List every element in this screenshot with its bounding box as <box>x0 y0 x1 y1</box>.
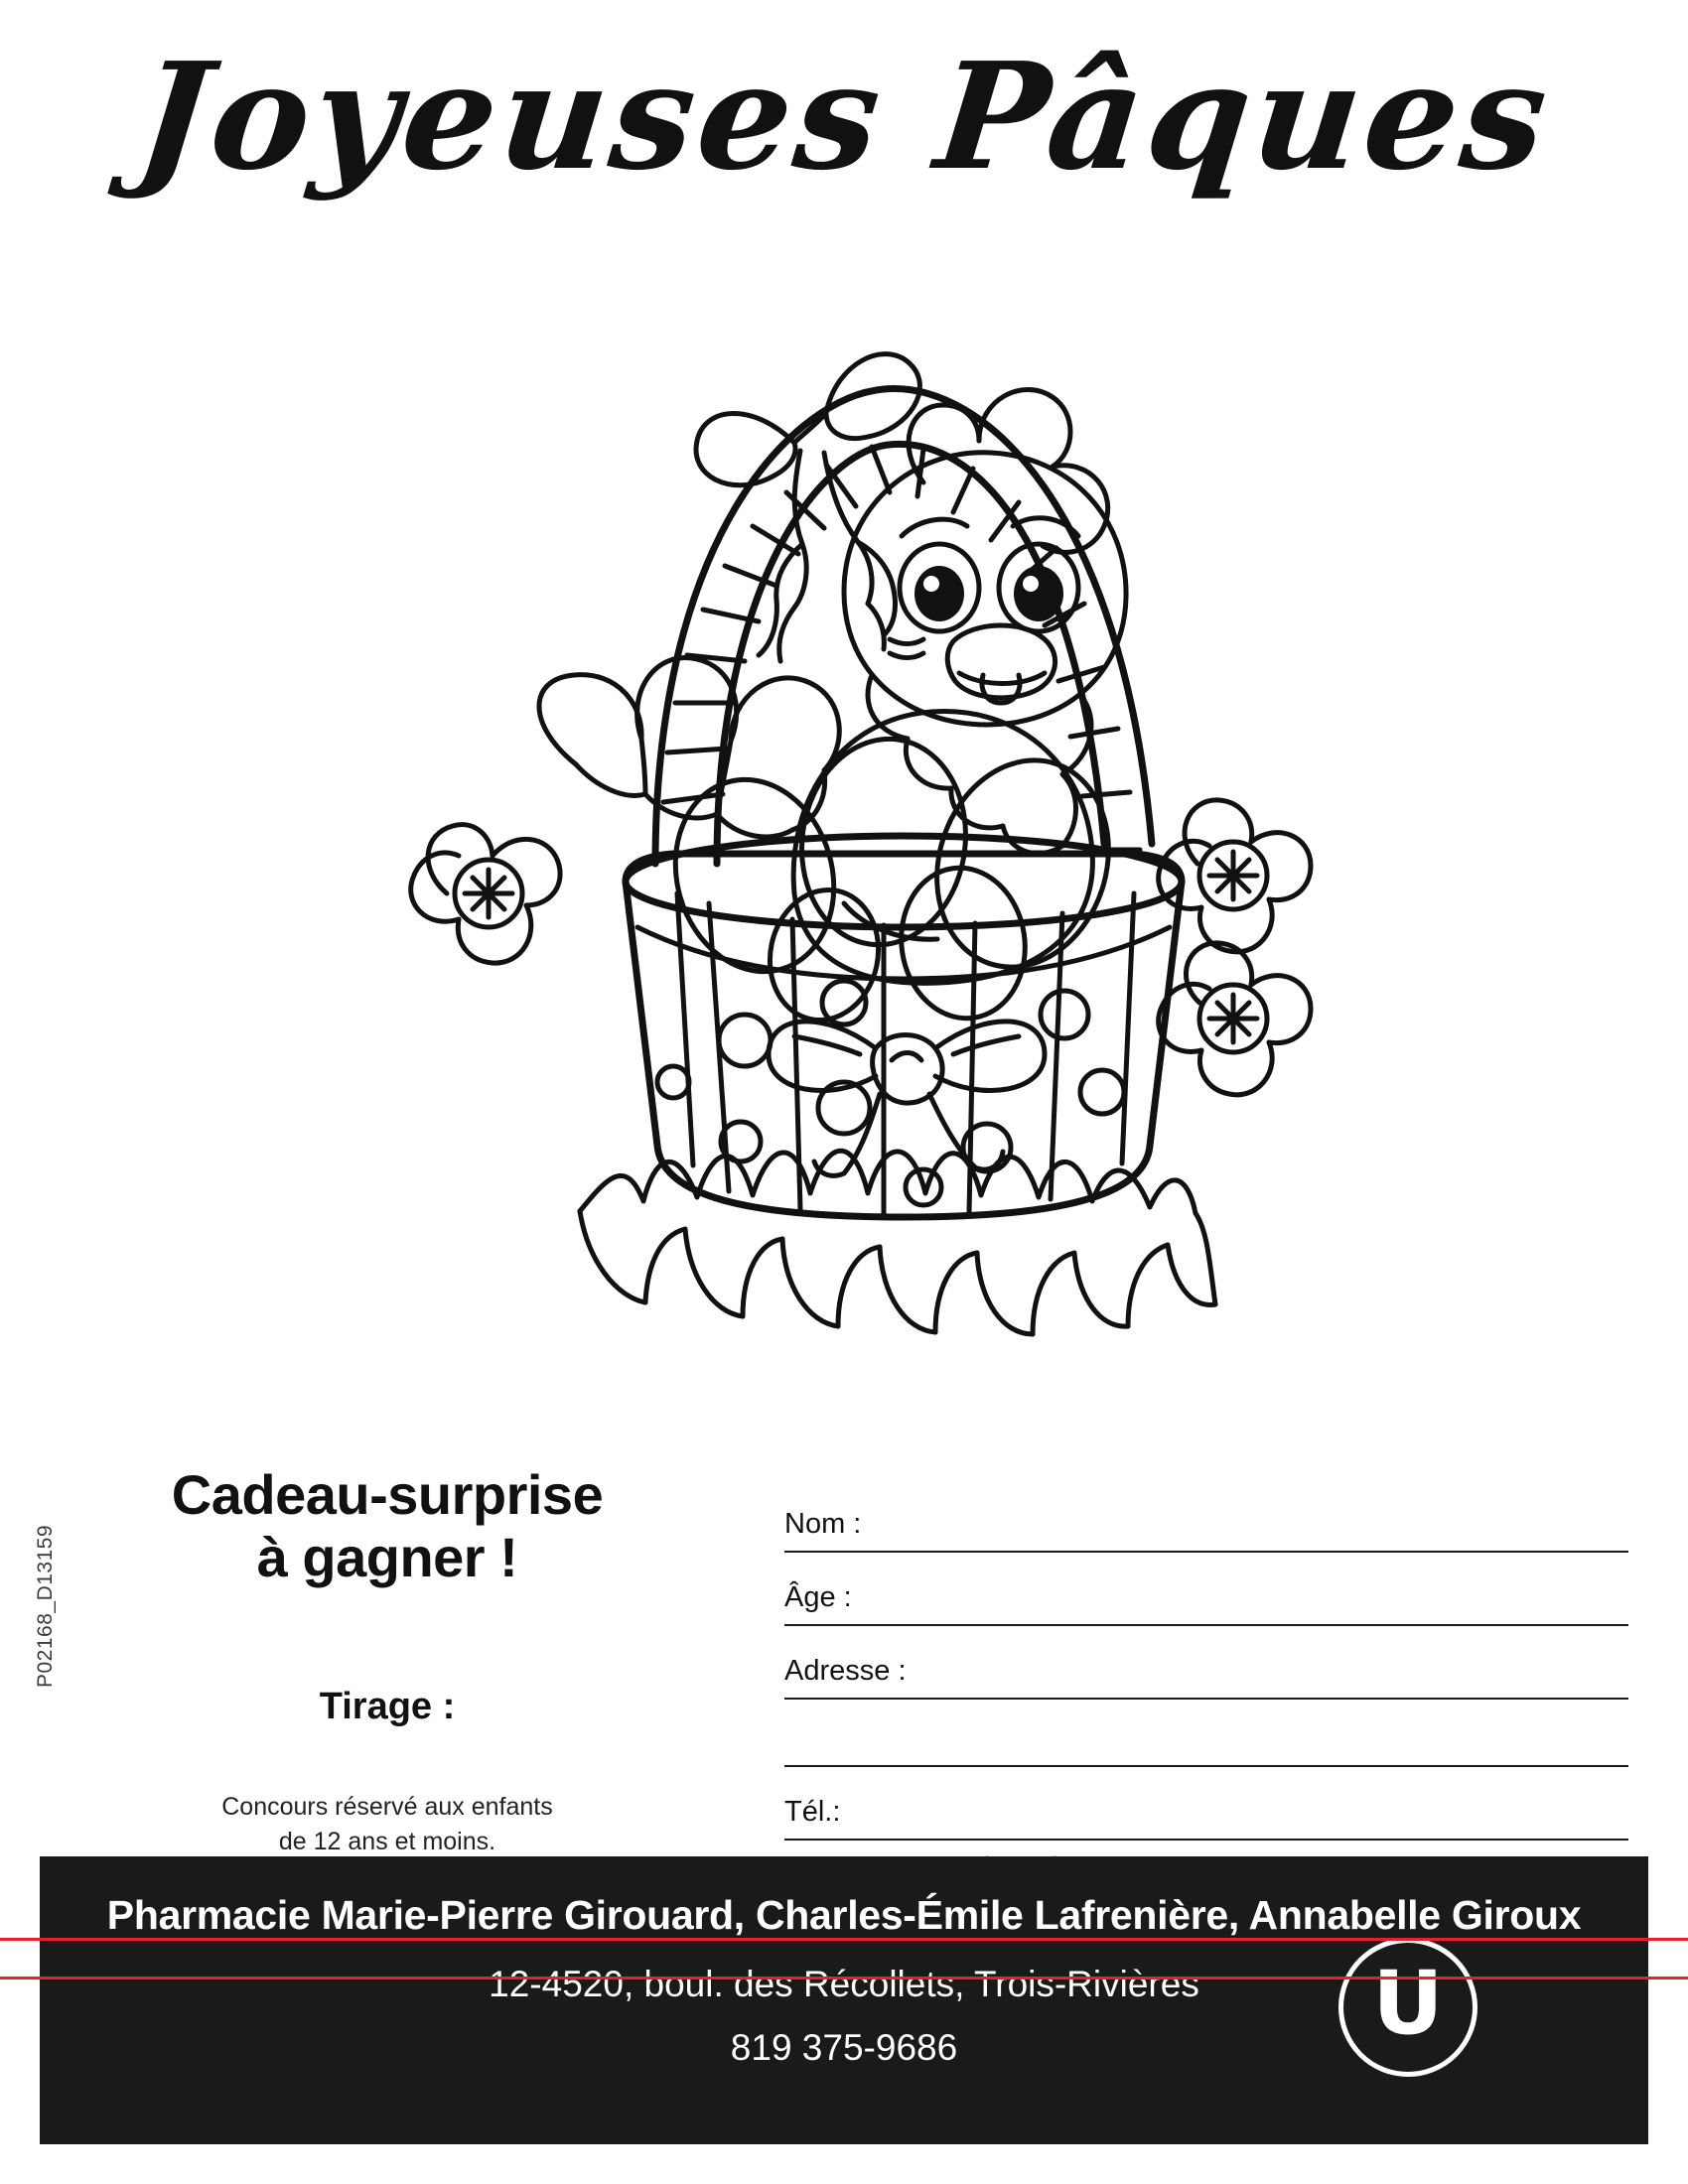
promo-text-block <box>99 1464 675 1858</box>
uniprix-logo-icon <box>1338 1938 1477 2077</box>
promo-headline-line1: Cadeau-surprise <box>171 1463 604 1526</box>
eligibility-note <box>99 1790 675 1858</box>
logo-letter: U <box>1372 1952 1444 2055</box>
entry-form <box>784 1479 1628 1877</box>
form-field-nom[interactable] <box>784 1479 1628 1553</box>
store-phone: 819 375-9686 <box>730 2027 958 2068</box>
form-label-age: Âge : <box>784 1581 852 1613</box>
easter-basket-chick-coloring-illustration <box>328 208 1380 1439</box>
form-field-tel[interactable] <box>784 1767 1628 1841</box>
form-field-adresse-line2[interactable] <box>784 1700 1628 1767</box>
form-label-nom: Nom : <box>784 1508 862 1540</box>
page-title: Joyeuses Pâques <box>129 30 1559 203</box>
footer-banner <box>40 1856 1648 2144</box>
form-label-tel: Tél.: <box>784 1796 841 1828</box>
form-field-adresse[interactable] <box>784 1626 1628 1700</box>
draw-label: Tirage : <box>319 1686 456 1728</box>
promo-headline-line2: à gagner ! <box>256 1525 518 1588</box>
eligibility-line2: de 12 ans et moins. <box>278 1827 496 1855</box>
pharmacists-names: Pharmacie Marie-Pierre Girouard, Charles-Émile Lafrenière, Annabelle Giroux <box>106 1892 1582 1938</box>
form-field-age[interactable] <box>784 1553 1628 1626</box>
form-label-adresse: Adresse : <box>784 1655 907 1687</box>
promo-headline <box>99 1464 675 1588</box>
reference-code: P02168_D13159 <box>34 1524 57 1688</box>
store-address: 12-4520, boul. des Récollets, Trois-Rivières <box>489 1964 1199 2004</box>
eligibility-line1: Concours réservé aux enfants <box>221 1793 553 1822</box>
